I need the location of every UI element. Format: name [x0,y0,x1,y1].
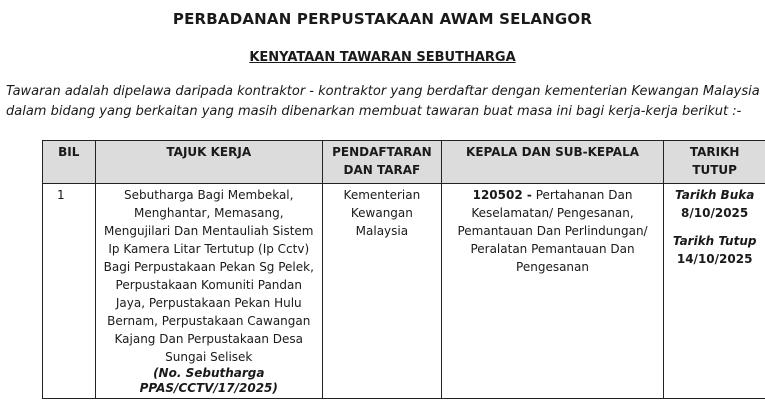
tarikh-tutup-label: Tarikh Tutup [672,234,757,248]
row-kepala-description: Pertahanan Dan Keselamatan/ Pengesanan, Pemantauan Dan Perlindungan/ Peralatan Pemantauan Dan Pengesanan [457,188,648,274]
page-subtitle: KENYATAAN TAWARAN SEBUTHARGA [249,50,516,65]
table-header-row [43,141,765,184]
row-kepala-cell [441,184,664,399]
header-pendaftaran: PENDAFTARAN DAN TARAF [323,141,442,184]
tarikh-buka-date: 8/10/2025 [681,206,749,220]
row-tajuk-reference: (No. Sebutharga PPAS/CCTV/17/2025) [139,366,278,395]
row-kepala-code: 120502 - [472,188,532,202]
row-tarikh-cell [664,184,765,399]
row-tajuk-description: Sebutharga Bagi Membekal, Menghantar, Memasang, Mengujilari Dan Mentauliah Sistem Ip Kamera Litar Tertutup (Ip Cctv) Bagi Perpustakaan Pekan Sg Pelek, Perpustakaan Komuniti Pandan Jaya, Perpustakaan Pekan Hulu Bernam, Perpustakaan Cawangan Kajang Dan Perpustakaan Desa Sungai Selisek [103,188,314,364]
tender-table [42,140,765,399]
row-pendaftaran: Kementerian Kewangan Malaysia [323,184,442,399]
page-title: PERBADANAN PERPUSTAKAAN AWAM SELANGOR [172,10,593,28]
header-kepala: KEPALA DAN SUB-KEPALA [441,141,664,184]
row-bil: 1 [43,184,96,399]
header-bil: BIL [43,141,96,184]
table-row [43,184,765,399]
tarikh-buka-label: Tarikh Buka [674,188,755,202]
tarikh-tutup-date: 14/10/2025 [676,252,753,266]
header-tarikh-tutup: TARIKH TUTUP [664,141,765,184]
row-tajuk-cell [95,184,323,399]
header-tajuk-kerja: TAJUK KERJA [95,141,323,184]
intro-paragraph: Tawaran adalah dipelawa daripada kontraktor - kontraktor yang berdaftar dengan kementerian Kewangan Malaysia dalam bidang yang berkaitan yang masih dibenarkan membuat tawaran buat masa ini bagi kerja-kerja berikut :- [6,84,760,119]
